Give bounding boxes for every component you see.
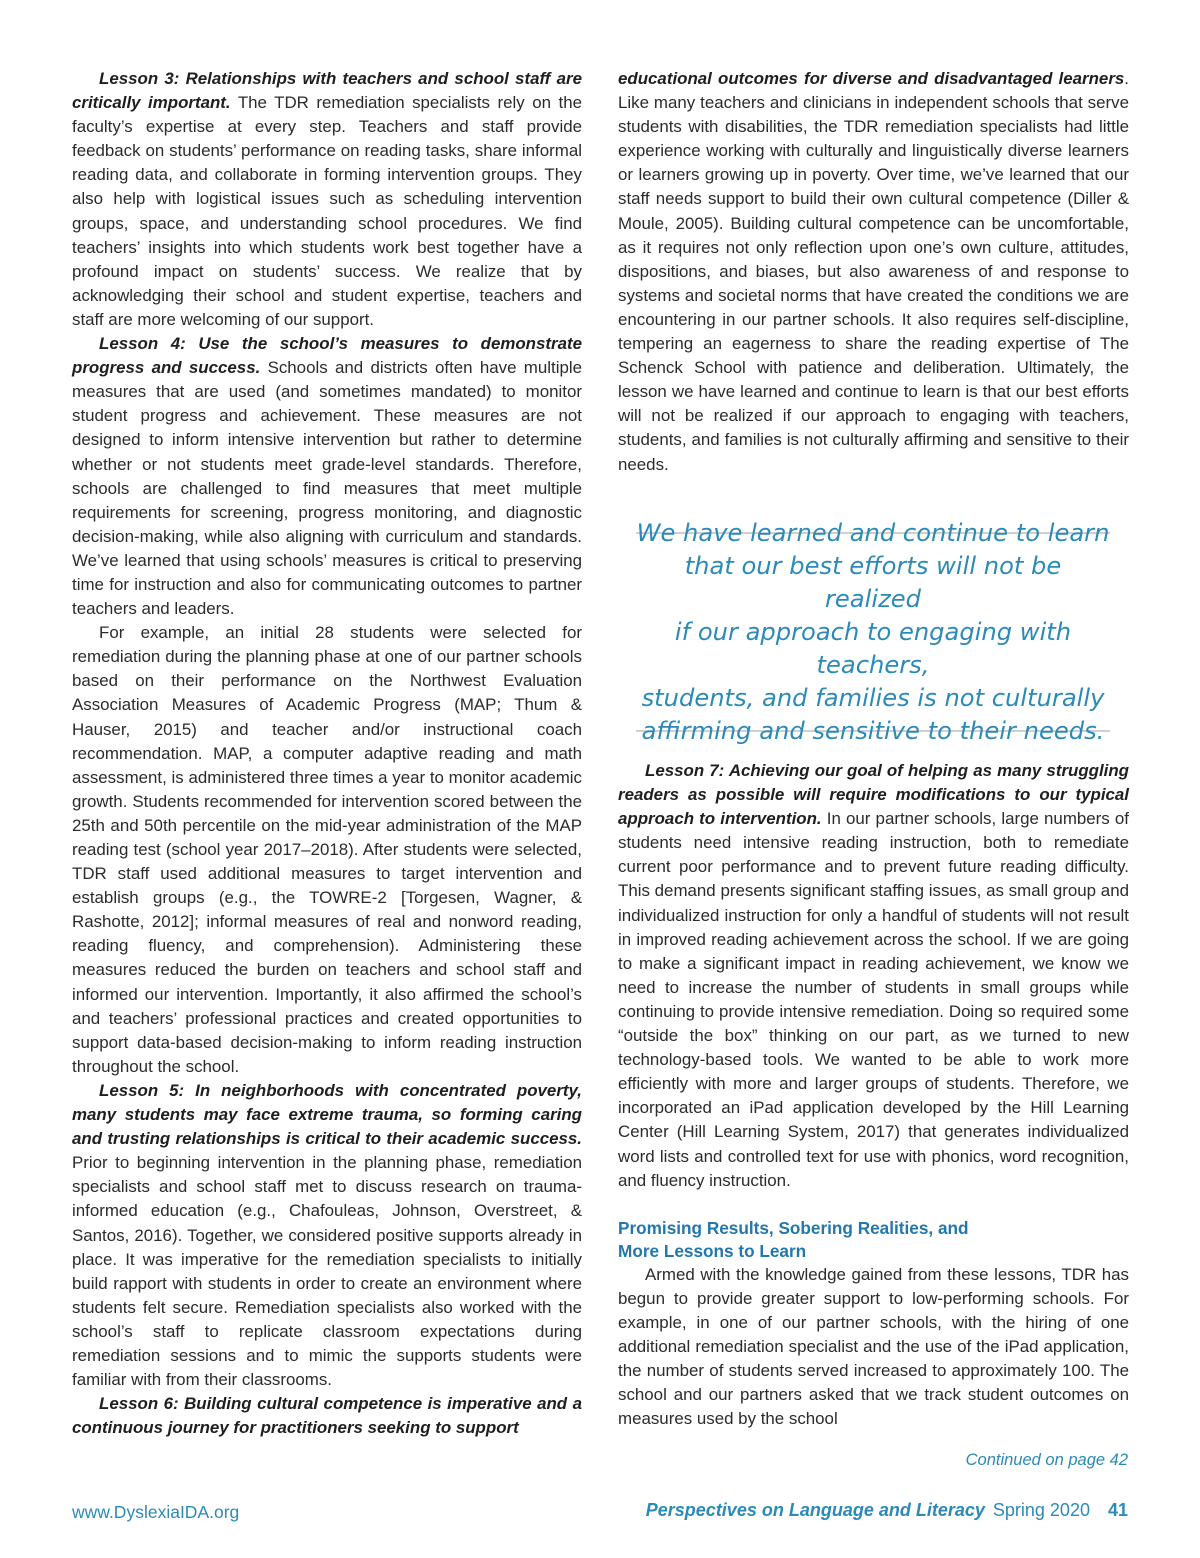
example-body: For example, an initial 28 students were selected for remediation during the planning phase at one of our partner schools based on their performance on the Northwest Evaluation Association Measures of Academic Progress (MAP; Thum & Hauser, 2015) and teacher and/or instructional coach recommendation. MAP, a computer adaptive reading and math assessment, is administered three times a year to monitor academic growth. Students recommended for intervention scored between the 25th and 50th percentile on the mid-year administration of the MAP reading test (school year 2017–2018). After students were selected, TDR staff used additional measures to target intervention and establish groups (e.g., the TOWRE-2 [Torgesen, Wagner, & Rashotte, 2012]; informal measures of real and nonword reading, reading fluency, and comprehension). Administering these measures reduced the burden on teachers and school staff and informed our intervention. Importantly, it also affirmed the school’s and teachers’ professional practices and created opportunities to support data-based decision-making to inform reading instruction throughout the school. (72, 623, 582, 1076)
pull-quote-line: if our approach to engaging with teachers, (674, 617, 1072, 679)
section-heading-line-2: More Lessons to Learn (618, 1240, 807, 1261)
paragraph-lesson-6-continued (618, 67, 1129, 477)
page-number: 41 (1107, 1500, 1128, 1520)
lesson-7-body: In our partner schools, large numbers of students need intensive reading instruction, both to remediate current poor performance and to prevent future reading difficulty. This demand presents significant staffing issues, as small group and individualized instruction for only a handful of students will not result in improved reading achievement across the school. If we are going to make a significant impact in reading achievement, we know we need to increase the number of students in small groups while continuing to provide intensive remediation. Doing so required some “outside the box” thinking on our part, as we turned to new technology-based tools. We wanted to be able to work more efficiently with more and larger groups of students. Therefore, we incorporated an iPad application developed by the Hill Learning Center (Hill Learning System, 2017) that generates individualized word lists and controlled text for use with phonics, word recognition, and fluency instruction. (618, 809, 1129, 1190)
paragraph-lesson-7 (618, 759, 1129, 1193)
lesson-6-heading-continued: educational outcomes for diverse and disadvantaged learners (618, 69, 1125, 88)
paragraph-example (72, 621, 582, 1079)
lesson-7-heading: Lesson 7: Achieving our goal of helping as many struggling readers as possible will require modifications to our typical approach to intervention. (618, 761, 1129, 829)
lesson-6-body: . Like many teachers and clinicians in independent schools that serve students with disabilities, the TDR remediation specialists had little experience working with culturally and linguistically diverse learners or learners growing up in poverty. Over time, we’ve learned that our staff needs support to build their own cultural competence (Diller & Moule, 2005). Building cultural competence can be uncomfortable, as it requires not only reflection upon one’s own culture, attitudes, dispositions, and biases, but also awareness of and response to systems and societal norms that have created the conditions we are encountering in our partner schools. It also requires self-discipline, tempering an eagerness to share the reading expertise of The Schenck School with patience and deliberation. Ultimately, the lesson we have learned and continue to learn is that our best efforts will not be realized if our approach to engaging with teachers, students, and families is not culturally affirming and sensitive to their needs. (618, 69, 1129, 474)
paragraph-lesson-5 (72, 1079, 582, 1392)
footer-issue: Spring 2020 (992, 1500, 1090, 1520)
results-body: Armed with the knowledge gained from these lessons, TDR has begun to provide greater support to low-performing schools. For example, in one of our partner schools, with the hiring of one additional remediation specialist and the use of the iPad application, the number of students served increased to approximately 100. The school and our partners asked that we track student outcomes on measures used by the school (618, 1264, 1129, 1429)
pull-quote-line: students, and families is not culturally (641, 683, 1105, 712)
section-heading-line-1: Promising Results, Sobering Realities, and (618, 1217, 969, 1238)
footer-website: www.DyslexiaIDA.org (72, 1502, 240, 1522)
lesson-4-body: Schools and districts often have multiple measures that are used (and sometimes mandated) to monitor student progress and achievement. These measures are not designed to inform intensive intervention but rather to determine whether or not students meet grade-level standards. Therefore, schools are challenged to find measures that meet multiple requirements for screening, progress monitoring, and diagnostic decision-making, while also aligning with curriculum and standards. We’ve learned that using schools’ measures is critical to preserving time for instruction and also for communicating outcomes to partner teachers and leaders. (72, 358, 582, 619)
continued-on-link: Continued on page 42 (965, 1451, 1128, 1469)
pull-quote-line: that our best efforts will not be realized (684, 551, 1062, 613)
paragraph-results (618, 1263, 1129, 1432)
paragraph-lesson-4 (72, 332, 582, 621)
footer-publication-info (646, 1500, 1128, 1521)
lesson-5-body: Prior to beginning intervention in the planning phase, remediation specialists and school staff met to discuss research on trauma-informed education (e.g., Chafouleas, Johnson, Overstreet, & Santos, 2016). Together, we considered positive supports already in place. It was imperative for the remediation specialists to initially build rapport with students in order to create an environment where students felt secure. Remediation specialists also worked with the school’s staff to replicate classroom expectations during remediation sessions and to mimic the supports students were familiar with from their classrooms. (72, 1153, 582, 1390)
right-column-bottom (618, 759, 1129, 1431)
pull-quote-line: affirming and sensitive to their needs. (641, 716, 1105, 745)
section-heading (618, 1217, 1129, 1263)
footer-publication-title: Perspectives on Language and Literacy (645, 1500, 985, 1520)
lesson-5-heading: Lesson 5: In neighborhoods with concentrated poverty, many students may face extreme trauma, so forming caring and trusting relationships is critical to their academic success. (72, 1080, 582, 1149)
paragraph-lesson-3 (72, 67, 582, 332)
lesson-3-body: The TDR remediation specialists rely on the faculty’s expertise at every step. Teachers and staff provide feedback on students’ performance on reading tasks, share informal reading data, and collaborate in forming intervention groups. They also help with logistical issues such as scheduling intervention groups, space, and understanding school procedures. We find teachers’ insights into which students work best together have a profound impact on students’ success. We realize that by acknowledging their school and student expertise, teachers and staff are more welcoming of our support. (72, 93, 582, 329)
left-column (72, 67, 582, 1440)
right-column-top (618, 67, 1129, 477)
pull-quote-line: We have learned and continue to learn (636, 518, 1110, 547)
pull-quote-text (636, 517, 1110, 748)
lesson-6-heading: Lesson 6: Building cultural competence is imperative and a continuous journey for practitioners seeking to support (72, 1394, 582, 1438)
lesson-4-heading: Lesson 4: Use the school’s measures to demonstrate progress and success. (72, 334, 582, 378)
paragraph-lesson-6 (72, 1392, 582, 1440)
pull-quote (636, 518, 1110, 745)
lesson-3-heading: Lesson 3: Relationships with teachers and school staff are critically important. (72, 69, 582, 113)
